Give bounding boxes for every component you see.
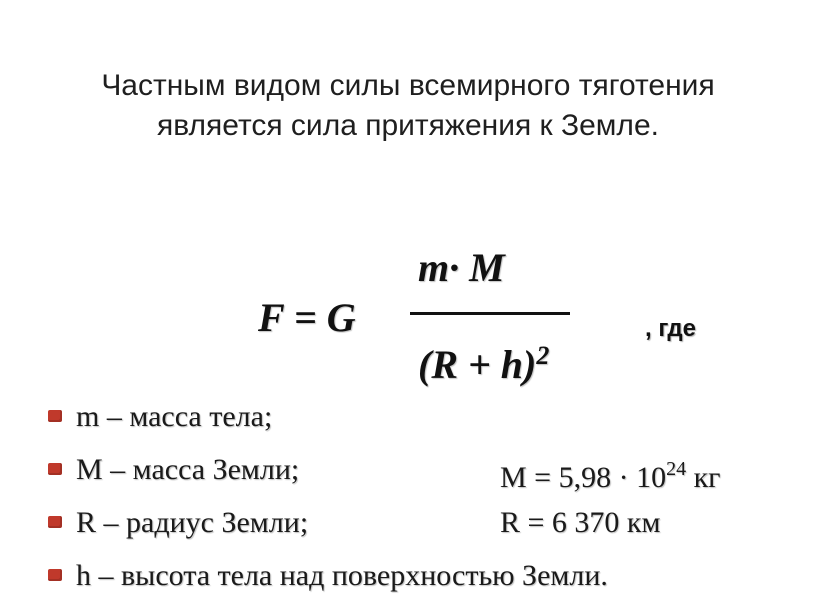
definition-text: M – масса Земли; <box>76 453 300 486</box>
definition-text: h – высота тела над поверхностью Земли. <box>76 559 608 592</box>
bullet-marker-icon <box>48 569 62 581</box>
bullet-marker-icon <box>48 463 62 475</box>
title-line-2: является сила притяжения к Земле. <box>157 109 659 142</box>
bullet-marker-icon <box>48 410 62 422</box>
formula-denominator-base: (R + h) <box>418 342 537 387</box>
definition-item-earth-radius <box>48 496 808 549</box>
bullet-marker-icon <box>48 516 62 528</box>
definition-item-m <box>48 390 808 443</box>
value-suffix: кг <box>686 461 721 494</box>
formula-where-label: , где <box>645 315 696 342</box>
definition-value <box>500 443 720 504</box>
definition-item-earth-mass <box>48 443 808 496</box>
value-exponent: 24 <box>666 458 687 480</box>
formula-fraction-bar <box>410 312 570 315</box>
definition-item-height <box>48 549 808 602</box>
formula-denominator <box>418 332 549 389</box>
definitions-list <box>48 390 808 602</box>
formula-lhs: F = G <box>258 295 356 340</box>
definition-value: R = 6 370 км <box>500 506 661 539</box>
definition-text: R – радиус Земли; <box>76 506 309 539</box>
slide-title <box>0 66 816 146</box>
value-prefix: M = 5,98 · 10 <box>500 461 667 494</box>
formula-numerator: m· M <box>418 245 505 290</box>
definition-text: m – масса тела; <box>76 400 273 433</box>
formula-denominator-exponent: 2 <box>536 341 550 370</box>
title-line-1: Частным видом силы всемирного тяготения <box>101 69 715 102</box>
